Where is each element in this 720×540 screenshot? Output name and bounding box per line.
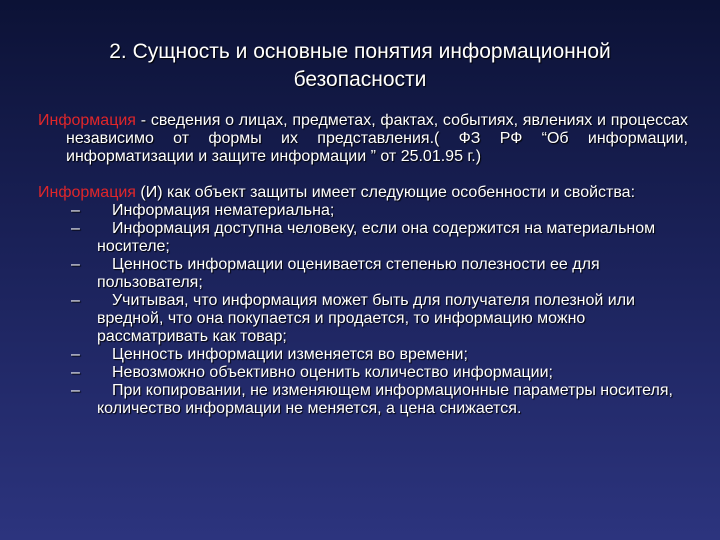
list-item-text: При копировании, не изменяющем информационные параметры носителя, количество информации не меняется, а цена снижается. xyxy=(97,382,673,417)
list-item-text: Ценность информации изменяется во времени; xyxy=(112,346,468,363)
slide-title-line-2: безопасности xyxy=(293,68,427,91)
dash-bullet-icon: – xyxy=(71,292,80,309)
list-item-text: Учитывая, что информация может быть для получателя полезной или вредной, что она покупается и продается, то информацию можно рассматривать как товар; xyxy=(97,292,635,345)
properties-list xyxy=(38,202,688,418)
list-item xyxy=(38,364,688,382)
slide-body xyxy=(38,112,688,418)
list-item xyxy=(38,202,688,220)
properties-intro-text: (И) как объект защиты имеет следующие особенности и свойства: xyxy=(135,184,636,201)
list-item xyxy=(38,382,688,418)
list-item-text: Ценность информации оценивается степенью полезности ее для пользователя; xyxy=(97,256,600,291)
definition-text: - сведения о лицах, предметах, фактах, событиях, явлениях и процессах независимо от формы их представления.( ФЗ РФ “Об информации, информатизации и защите информации ” от 25.01.95 г.) xyxy=(66,112,688,165)
list-item xyxy=(38,346,688,364)
properties-term: Информация xyxy=(38,184,136,201)
list-item xyxy=(38,292,688,346)
properties-intro-paragraph xyxy=(38,184,688,202)
slide-title-line-1: 2. Сущность и основные понятия информационной xyxy=(109,40,611,63)
dash-bullet-icon: – xyxy=(71,346,80,363)
definition-term: Информация xyxy=(38,112,136,129)
dash-bullet-icon: – xyxy=(71,256,80,273)
list-item xyxy=(38,220,688,256)
slide-title xyxy=(40,38,680,94)
dash-bullet-icon: – xyxy=(71,382,80,399)
dash-bullet-icon: – xyxy=(71,202,80,219)
list-item-text: Невозможно объективно оценить количество информации; xyxy=(112,364,553,381)
dash-bullet-icon: – xyxy=(71,364,80,381)
list-item xyxy=(38,256,688,292)
definition-paragraph xyxy=(38,112,688,166)
list-item-text: Информация нематериальна; xyxy=(112,202,335,219)
dash-bullet-icon: – xyxy=(71,220,80,237)
list-item-text: Информация доступна человеку, если она содержится на материальном носителе; xyxy=(97,220,656,255)
